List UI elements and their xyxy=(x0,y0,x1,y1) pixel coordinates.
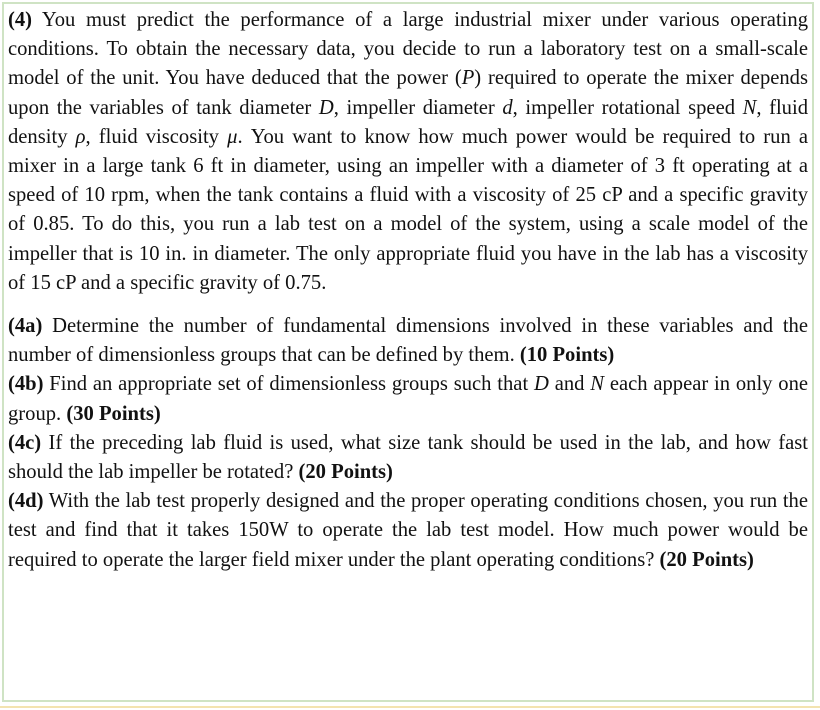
statement-text: , fluid density xyxy=(8,96,808,148)
part-4c xyxy=(8,429,808,487)
var-tank-diameter: D xyxy=(318,96,334,119)
statement-text: , impeller diameter xyxy=(333,96,503,119)
part-label: (4a) xyxy=(8,315,43,338)
part-label: (4d) xyxy=(8,490,44,513)
var-impeller-diameter: d xyxy=(502,96,513,119)
bottom-divider xyxy=(0,706,820,708)
problem-statement xyxy=(8,6,808,298)
part-text: Find an appropriate set of dimensionless groups such that xyxy=(43,373,534,396)
part-points: (20 Points) xyxy=(298,461,393,484)
problem-document xyxy=(8,6,808,575)
var-tank-diameter: D xyxy=(534,373,549,396)
part-text: each appear in only one group. xyxy=(8,373,809,425)
statement-text: . You want to know how much power would be required to run a mixer in a large tank 6 ft in diameter, using an impeller with a diameter of 3 ft operating at a speed of 10 rpm, when the tank contains a fluid with a viscosity of 25 cP and a specific gravity of 0.85. To do this, you run a lab test on a model of the system, using a scale model of the impeller that is 10 in. in diameter. The only appropriate fluid you have in the lab has a viscosity of 15 cP and a specific gravity of 0.75. xyxy=(8,125,809,294)
var-density: ρ xyxy=(75,125,86,148)
var-power: P xyxy=(461,67,475,90)
var-speed: N xyxy=(742,96,757,119)
var-viscosity: μ xyxy=(227,125,238,148)
part-text: If the preceding lab fluid is used, what size tank should be used in the lab, and how fast should the lab impeller be rotated? xyxy=(8,431,808,484)
statement-text: , impeller rotational speed xyxy=(512,96,743,119)
part-points: (30 Points) xyxy=(66,402,161,425)
var-speed: N xyxy=(590,373,604,396)
part-text: Determine the number of fundamental dimensions involved in these variables and the number of dimensionless groups that can be defined by them. xyxy=(8,315,808,367)
part-points: (20 Points) xyxy=(659,548,754,571)
statement-text: ) required to operate the mixer depends upon the variables of tank diameter xyxy=(8,67,808,119)
statement-text: , fluid viscosity xyxy=(85,125,228,148)
part-label: (4c) xyxy=(8,431,42,454)
part-label: (4b) xyxy=(8,373,44,396)
part-4a xyxy=(8,312,808,370)
part-text: and xyxy=(548,373,591,396)
problem-number: (4) xyxy=(8,9,33,31)
paragraph-gap xyxy=(8,298,808,312)
part-points: (10 Points) xyxy=(519,344,615,367)
part-4d xyxy=(8,487,808,575)
statement-text: You must predict the performance of a large industrial mixer under various operating conditions. To obtain the necessary data, you decide to run a laboratory test on a small-scale model of the unit. You have deduced that the power ( xyxy=(8,9,808,90)
part-text: With the lab test properly designed and the proper operating conditions chosen, you run the test and find that it takes 150W to operate the lab test model. How much power would be required to operate the larger field mixer under the plant operating conditions? xyxy=(8,490,808,571)
part-4b xyxy=(8,370,808,428)
